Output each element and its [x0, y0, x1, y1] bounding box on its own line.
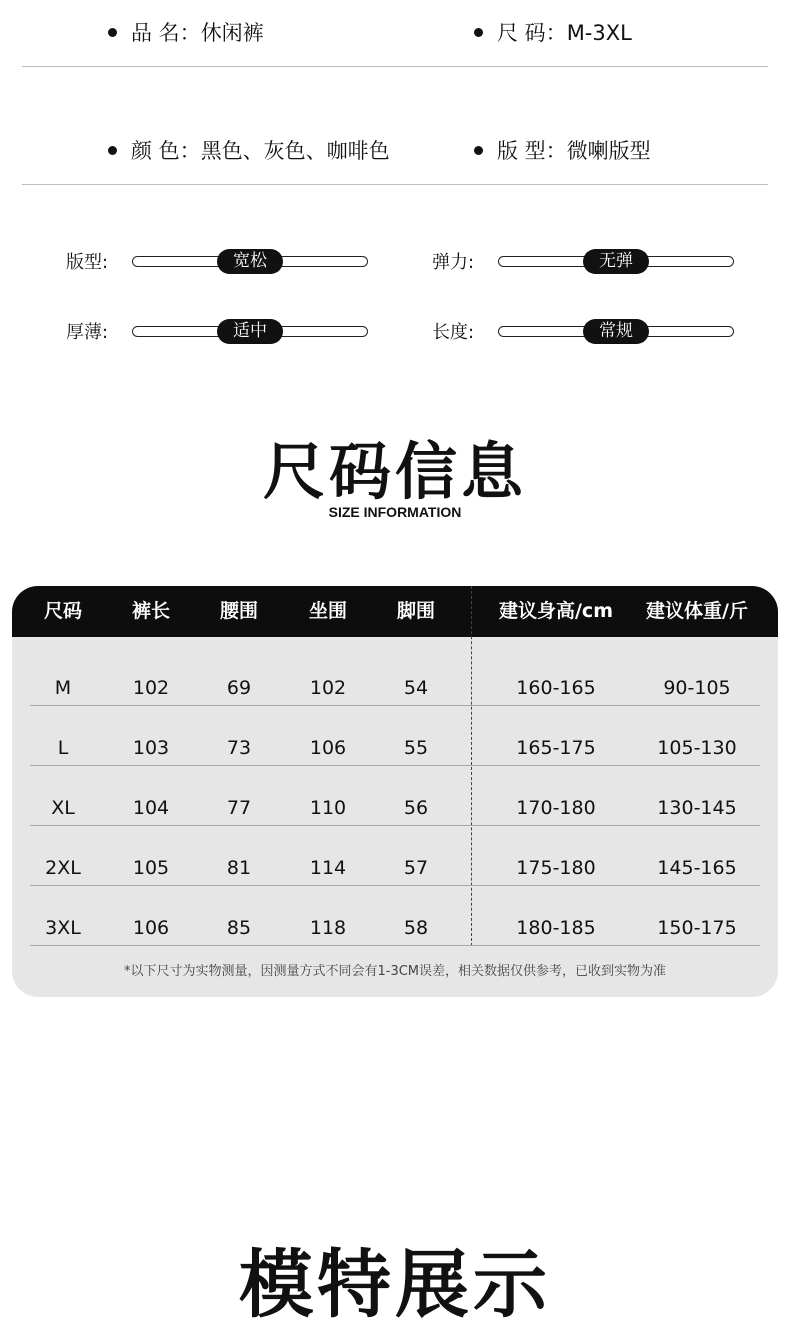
cell-hem: 57: [403, 857, 429, 879]
cell-waist: 69: [226, 677, 252, 699]
size-section-title: 尺码信息: [262, 435, 527, 508]
cell-length: 104: [132, 797, 170, 819]
cell-height: 160-165: [516, 677, 596, 699]
attribute-value-pill: 无弹: [583, 249, 649, 274]
header-length: 裤长: [131, 600, 171, 622]
cell-length: 103: [132, 737, 170, 759]
bullet-icon: [474, 28, 483, 37]
cell-hip: 114: [309, 857, 347, 879]
info-item-name: [108, 18, 264, 48]
attribute-value-pill: 适中: [217, 319, 283, 344]
cell-length: 102: [132, 677, 170, 699]
size-table: [12, 586, 778, 997]
table-row: [30, 645, 760, 706]
table-row: [30, 885, 760, 946]
cell-weight: 90-105: [663, 677, 731, 699]
info-label: 版 型：: [497, 139, 567, 163]
info-item-fit: [474, 136, 651, 166]
attribute-thickness: [66, 318, 376, 348]
cell-hip: 106: [309, 737, 347, 759]
attribute-fit: [66, 248, 376, 278]
header-hem: 脚围: [396, 600, 436, 622]
cell-height: 170-180: [516, 797, 596, 819]
header-waist: 腰围: [219, 600, 259, 622]
attribute-value-pill: 常规: [583, 319, 649, 344]
size-note: *以下尺寸为实物测量，因测量方式不同会有1-3CM误差，相关数据仅供参考，已收到实物为准: [123, 964, 667, 979]
cell-waist: 85: [226, 917, 252, 939]
cell-weight: 150-175: [657, 917, 737, 939]
cell-height: 180-185: [516, 917, 596, 939]
cell-weight: 105-130: [657, 737, 737, 759]
bullet-icon: [108, 146, 117, 155]
model-section-title: 模特展示: [239, 1242, 551, 1328]
cell-length: 106: [132, 917, 170, 939]
attribute-length: [432, 318, 742, 348]
attribute-label: 弹力:: [432, 252, 475, 273]
cell-waist: 81: [226, 857, 252, 879]
info-item-color: [108, 136, 390, 166]
cell-height: 165-175: [516, 737, 596, 759]
header-size: 尺码: [43, 600, 83, 622]
attribute-value-pill: 宽松: [217, 249, 283, 274]
cell-hip: 118: [309, 917, 347, 939]
info-row-1: [22, 0, 768, 67]
info-value: 微喇版型: [566, 139, 651, 163]
cell-size: M: [54, 677, 72, 699]
cell-hem: 58: [403, 917, 429, 939]
cell-height: 175-180: [516, 857, 596, 879]
cell-waist: 73: [226, 737, 252, 759]
size-table-header: [12, 586, 778, 637]
cell-hem: 56: [403, 797, 429, 819]
header-height: 建议身高/cm: [498, 600, 614, 622]
cell-length: 105: [132, 857, 170, 879]
bullet-icon: [474, 146, 483, 155]
info-item-size: [474, 18, 632, 48]
info-value: 休闲裤: [200, 21, 264, 45]
table-row: [30, 765, 760, 826]
cell-waist: 77: [226, 797, 252, 819]
size-section-subtitle: SIZE INFORMATION: [328, 504, 462, 520]
header-weight: 建议体重/斤: [646, 600, 748, 622]
attribute-label: 长度:: [432, 322, 475, 343]
attribute-elasticity: [432, 248, 742, 278]
info-label: 尺 码：: [497, 21, 567, 45]
info-label: 颜 色：: [131, 139, 201, 163]
attribute-label: 版型:: [66, 252, 109, 273]
cell-size: 2XL: [45, 857, 81, 879]
cell-size: L: [57, 737, 69, 759]
cell-size: XL: [51, 797, 75, 819]
header-hip: 坐围: [308, 600, 348, 622]
cell-size: 3XL: [45, 917, 81, 939]
cell-hem: 54: [403, 677, 429, 699]
cell-hem: 55: [403, 737, 429, 759]
attribute-label: 厚薄:: [66, 322, 109, 343]
info-row-2: [22, 118, 768, 185]
info-value: 黑色、灰色、咖啡色: [200, 139, 390, 163]
cell-hip: 102: [309, 677, 347, 699]
info-value: M-3XL: [566, 21, 632, 45]
table-row: [30, 825, 760, 886]
cell-weight: 130-145: [657, 797, 737, 819]
table-row: [30, 705, 760, 766]
info-label: 品 名：: [131, 21, 201, 45]
cell-hip: 110: [309, 797, 347, 819]
bullet-icon: [108, 28, 117, 37]
cell-weight: 145-165: [657, 857, 737, 879]
